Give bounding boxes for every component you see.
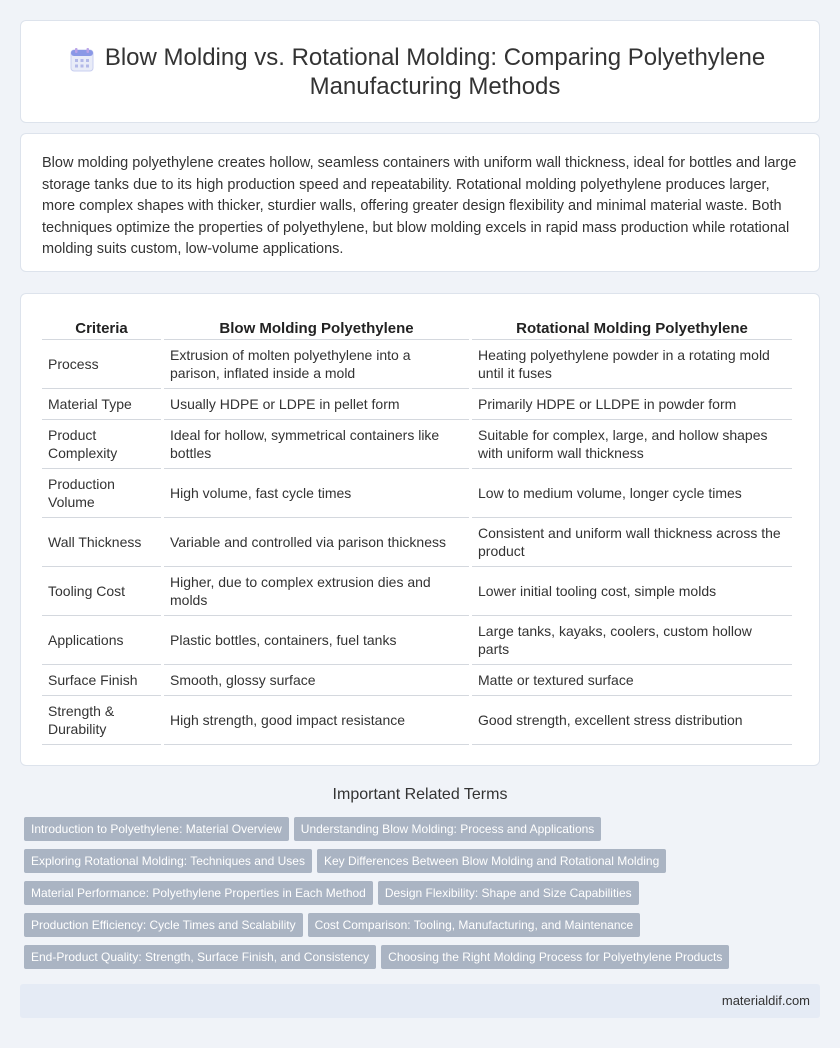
blow-cell: Ideal for hollow, symmetrical containers like bottles — [164, 420, 469, 469]
related-term-link[interactable]: Choosing the Right Molding Process for Polyethylene Products — [381, 945, 729, 969]
table-row — [42, 469, 792, 518]
table-row — [42, 616, 792, 665]
table-row — [42, 340, 792, 389]
related-term-link[interactable]: Introduction to Polyethylene: Material Overview — [24, 817, 289, 841]
blow-cell: Variable and controlled via parison thickness — [164, 518, 469, 567]
related-term-link[interactable]: Understanding Blow Molding: Process and Applications — [294, 817, 602, 841]
criteria-cell: Applications — [42, 616, 161, 665]
criteria-cell: Product Complexity — [42, 420, 161, 469]
comparison-table — [39, 316, 795, 745]
rotational-cell: Primarily HDPE or LLDPE in powder form — [472, 389, 792, 420]
title-card — [20, 20, 820, 123]
blow-cell: Smooth, glossy surface — [164, 665, 469, 696]
rotational-cell: Lower initial tooling cost, simple molds — [472, 567, 792, 616]
header-criteria: Criteria — [42, 316, 161, 340]
rotational-cell: Large tanks, kayaks, coolers, custom hollow parts — [472, 616, 792, 665]
blow-cell: Extrusion of molten polyethylene into a parison, inflated inside a mold — [164, 340, 469, 389]
blow-cell: Plastic bottles, containers, fuel tanks — [164, 616, 469, 665]
rotational-cell: Matte or textured surface — [472, 665, 792, 696]
blow-cell: Higher, due to complex extrusion dies and molds — [164, 567, 469, 616]
intro-paragraph: Blow molding polyethylene creates hollow, seamless containers with uniform wall thickness, ideal for bottles and large storage tanks due to its high production speed and repeatability. Rotational molding polyethylene produces larger, more complex shapes with thicker, sturdier walls, offering greater design flexibility and minimal material waste. Both techniques optimize the properties of polyethylene, but blow molding excels in rapid mass production while rotational molding suits custom, low-volume applications. — [42, 155, 797, 257]
intro-card — [20, 133, 820, 272]
rotational-cell: Suitable for complex, large, and hollow shapes with uniform wall thickness — [472, 420, 792, 469]
blow-cell: High volume, fast cycle times — [164, 469, 469, 518]
table-row — [42, 665, 792, 696]
related-term-link[interactable]: Key Differences Between Blow Molding and Rotational Molding — [317, 849, 666, 873]
table-header-row — [42, 316, 792, 340]
criteria-cell: Surface Finish — [42, 665, 161, 696]
criteria-cell: Wall Thickness — [42, 518, 161, 567]
related-term-link[interactable]: Design Flexibility: Shape and Size Capabilities — [378, 881, 639, 905]
header-rotational-molding: Rotational Molding Polyethylene — [472, 316, 792, 340]
related-terms-heading: Important Related Terms — [332, 786, 508, 803]
blow-cell: Usually HDPE or LDPE in pellet form — [164, 389, 469, 420]
rotational-cell: Good strength, excellent stress distribution — [472, 696, 792, 745]
rotational-cell: Low to medium volume, longer cycle times — [472, 469, 792, 518]
table-row — [42, 518, 792, 567]
footer — [20, 984, 820, 1018]
related-term-link[interactable]: Material Performance: Polyethylene Properties in Each Method — [24, 881, 373, 905]
criteria-cell: Material Type — [42, 389, 161, 420]
related-terms-list — [24, 817, 824, 977]
blow-cell: High strength, good impact resistance — [164, 696, 469, 745]
header-blow-molding: Blow Molding Polyethylene — [164, 316, 469, 340]
table-row — [42, 696, 792, 745]
related-term-link[interactable]: Exploring Rotational Molding: Techniques and Uses — [24, 849, 312, 873]
table-row — [42, 389, 792, 420]
related-term-link[interactable]: End-Product Quality: Strength, Surface Finish, and Consistency — [24, 945, 376, 969]
rotational-cell: Consistent and uniform wall thickness across the product — [472, 518, 792, 567]
table-row — [42, 567, 792, 616]
related-term-link[interactable]: Production Efficiency: Cycle Times and Scalability — [24, 913, 303, 937]
comparison-card — [20, 293, 820, 766]
footer-site-link[interactable]: materialdif.com — [721, 993, 810, 1008]
table-row — [42, 420, 792, 469]
related-term-link[interactable]: Cost Comparison: Tooling, Manufacturing, and Maintenance — [308, 913, 641, 937]
criteria-cell: Production Volume — [42, 469, 161, 518]
criteria-cell: Strength & Durability — [42, 696, 161, 745]
criteria-cell: Tooling Cost — [42, 567, 161, 616]
rotational-cell: Heating polyethylene powder in a rotating mold until it fuses — [472, 340, 792, 389]
criteria-cell: Process — [42, 340, 161, 389]
page-title: Blow Molding vs. Rotational Molding: Comparing Polyethylene Manufacturing Methods — [104, 43, 766, 100]
